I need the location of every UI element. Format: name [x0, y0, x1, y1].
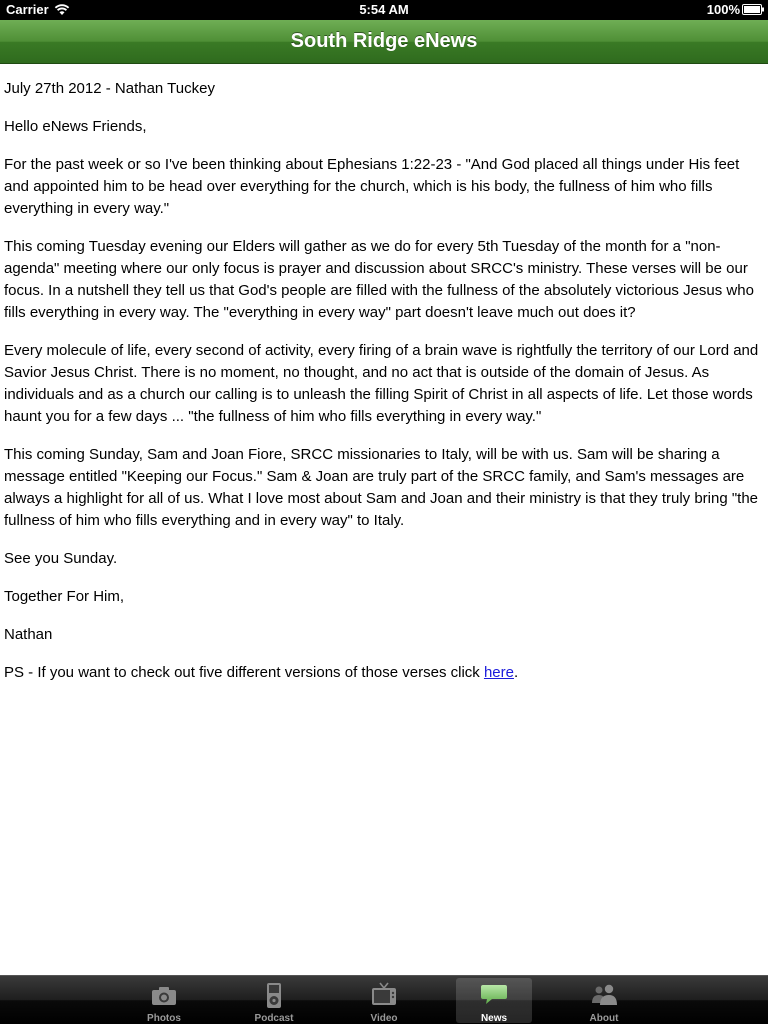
tab-label: Photos [147, 1013, 181, 1024]
battery-icon [742, 4, 764, 15]
postscript [4, 662, 764, 684]
tab-podcast[interactable] [236, 978, 312, 1023]
page-title: South Ridge eNews [290, 30, 478, 52]
tab-photos[interactable] [126, 978, 202, 1023]
tab-label: News [480, 1013, 508, 1024]
battery-percentage: 100% [706, 2, 740, 17]
postscript-text: PS - If you want to check out five different versions of those verses click [4, 664, 484, 681]
article-greeting: Hello eNews Friends, [4, 118, 147, 135]
article-byline: July 27th 2012 - Nathan Tuckey [4, 80, 215, 97]
tab-bar [0, 975, 768, 1024]
postscript-end: . [513, 664, 519, 681]
camera-icon [150, 982, 178, 1008]
article-paragraph: This coming Tuesday evening our Elders will gather as we do for every 5th Tuesday of the month for a "non-agenda" meeting where our only focus is prayer and discussion about SRCC's ministry. These verses will be our focus. In a nutshell they tell us that God's people are filled with the fullness of the absolutely victorious Jesus who fills everything in every way. The "everything in every way" part doesn't leave much out does it? [4, 238, 754, 321]
article-body [4, 78, 764, 700]
tab-label: About [589, 1013, 619, 1024]
closing-line: Together For Him, [4, 588, 125, 605]
verses-link[interactable]: here [483, 664, 514, 681]
status-bar [0, 0, 768, 20]
tab-about[interactable] [566, 978, 642, 1023]
article-paragraph: For the past week or so I've been thinking about Ephesians 1:22-23 - "And God placed all things under His feet and appointed him to be head over everything for the church, which is his body, the fullness of him who fills everything in every way." [4, 156, 740, 217]
carrier-label: Carrier [6, 2, 49, 17]
navigation-bar [0, 20, 768, 64]
tv-icon [370, 982, 398, 1008]
speech-bubble-icon [480, 982, 508, 1008]
tab-label: Video [370, 1013, 398, 1024]
ipod-icon [260, 982, 288, 1008]
tab-label: Podcast [254, 1013, 294, 1024]
people-icon [590, 982, 618, 1008]
clock: 5:54 AM [359, 2, 409, 17]
tab-video[interactable] [346, 978, 422, 1023]
signature: Nathan [4, 626, 53, 643]
tab-news[interactable] [456, 978, 532, 1023]
article-paragraph: This coming Sunday, Sam and Joan Fiore, SRCC missionaries to Italy, will be with us. Sam will be sharing a message entitled "Keeping our Focus." Sam & Joan are truly part of the SRCC family, and Sam's messages are always a highlight for all of us. What I love most about Sam and Joan and their ministry is that they truly bring "the fullness of him who fills everything and in every way" to Italy. [4, 446, 759, 529]
article-paragraph: Every molecule of life, every second of activity, every firing of a brain wave is rightfully the territory of our Lord and Savior Jesus Christ. There is no moment, no thought, and no act that is outside of the domain of Jesus. As individuals and as a church our calling is to unleash the filling Spirit of Christ in all aspects of life. Let those words haunt you for a few days ... "the fullness of him who fills everything in every way." [4, 342, 759, 425]
see-you-line: See you Sunday. [4, 550, 118, 567]
